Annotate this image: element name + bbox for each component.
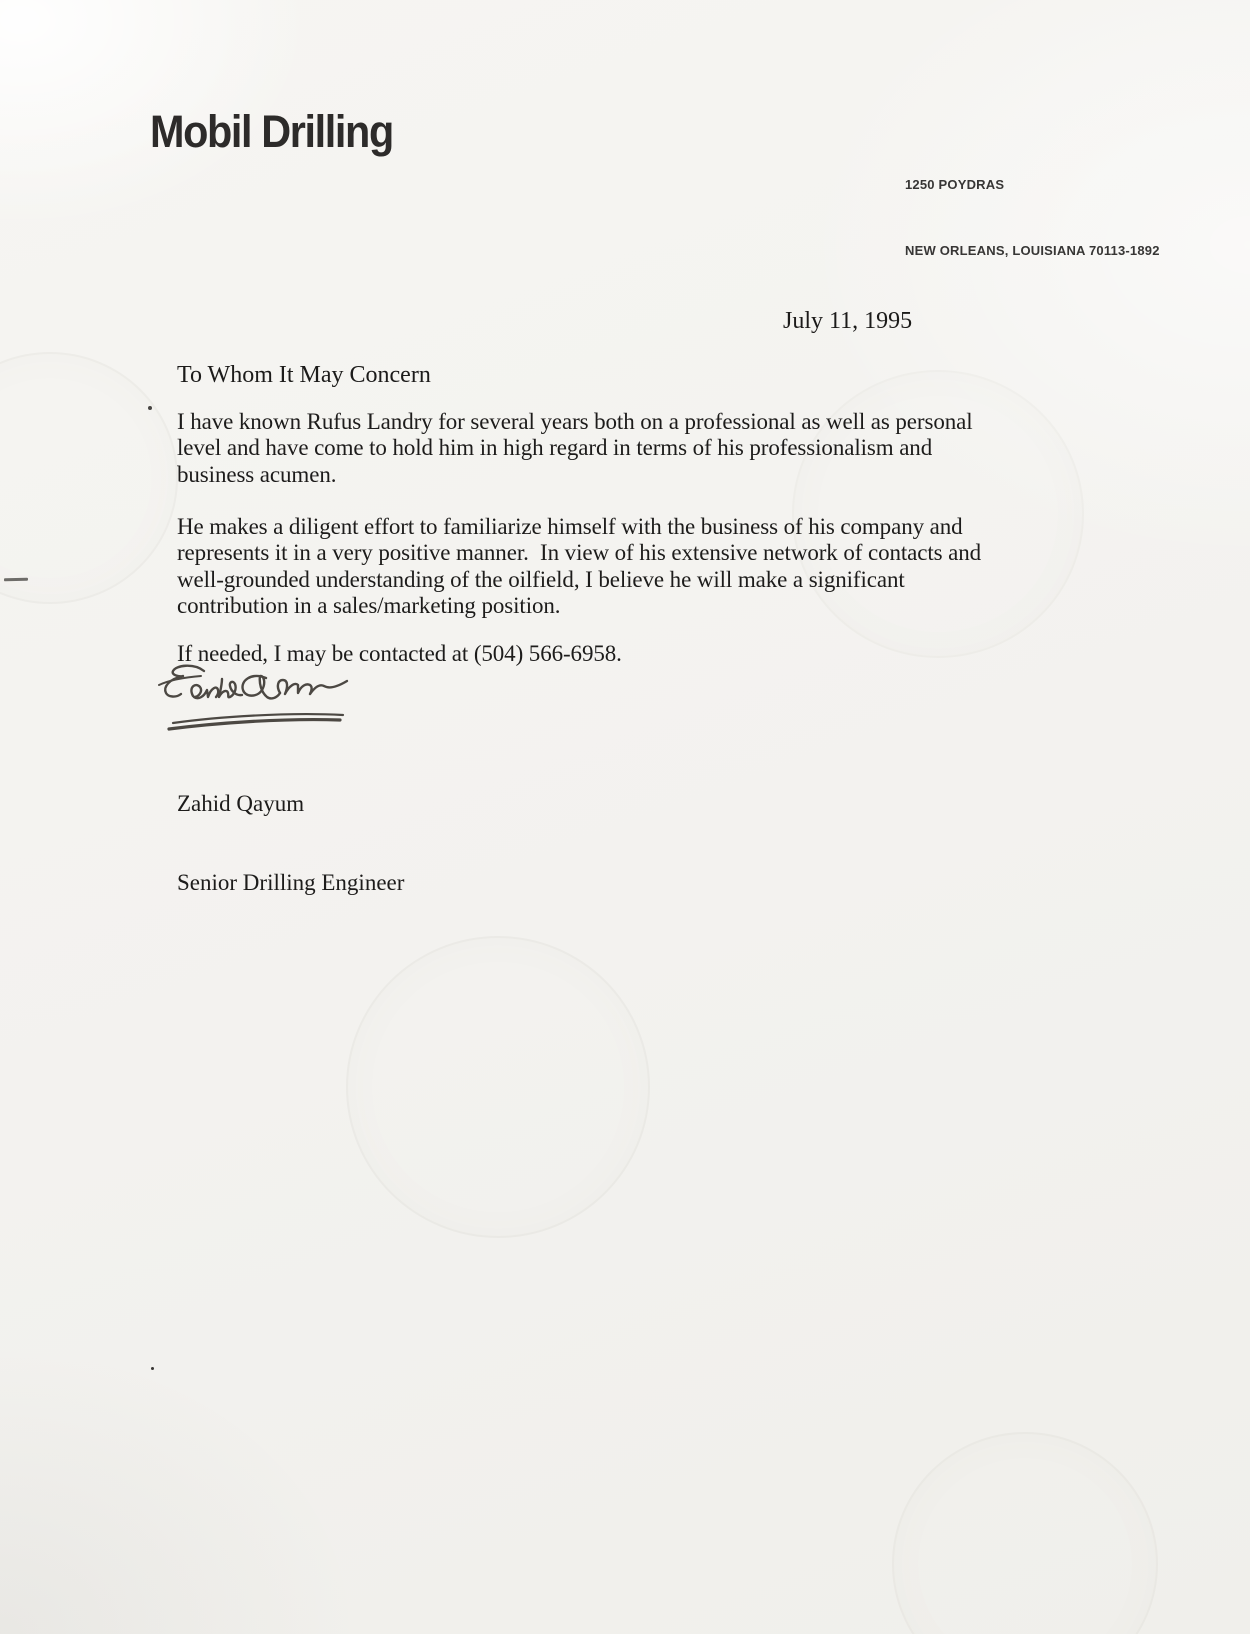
paragraph-line: If needed, I may be contacted at (504) 566-6958. bbox=[177, 641, 622, 666]
address-line-2: NEW ORLEANS, LOUISIANA 70113-1892 bbox=[905, 243, 1160, 258]
watermark-seal-circle bbox=[346, 936, 650, 1238]
letter-date: July 11, 1995 bbox=[783, 308, 913, 334]
signer-title: Senior Drilling Engineer bbox=[177, 870, 405, 896]
letterhead-address bbox=[905, 130, 1160, 306]
paragraph-line: business acumen. bbox=[177, 461, 337, 487]
letter-salutation: To Whom It May Concern bbox=[177, 362, 431, 388]
paragraph-line: well-grounded understanding of the oilfield, I believe he will make a significant bbox=[177, 566, 905, 592]
paragraph-line: level and have come to hold him in high regard in terms of his professionalism and bbox=[177, 435, 933, 461]
letter-paragraph-2 bbox=[177, 514, 981, 620]
paragraph-line: He makes a diligent effort to familiarize himself with the business of his company and bbox=[177, 514, 963, 539]
address-line-1: 1250 POYDRAS bbox=[905, 177, 1005, 192]
paragraph-line: I have known Rufus Landry for several years both on a professional as well as personal bbox=[177, 409, 973, 434]
watermark-seal-circle bbox=[892, 1432, 1158, 1634]
margin-dash-mark bbox=[4, 578, 28, 582]
paragraph-line: contribution in a sales/marketing position. bbox=[177, 593, 561, 619]
letter-paragraph-1 bbox=[177, 409, 973, 488]
signer-name: Zahid Qayum bbox=[177, 790, 305, 816]
ink-dot bbox=[148, 406, 152, 410]
company-logo: Mobil Drilling bbox=[150, 106, 393, 157]
paragraph-line: represents it in a very positive manner. In view of his extensive network of contacts and bbox=[177, 540, 982, 566]
watermark-seal-circle bbox=[0, 352, 178, 604]
signature-image bbox=[156, 656, 366, 740]
signature-block bbox=[177, 738, 404, 949]
ink-dot bbox=[151, 1367, 154, 1370]
